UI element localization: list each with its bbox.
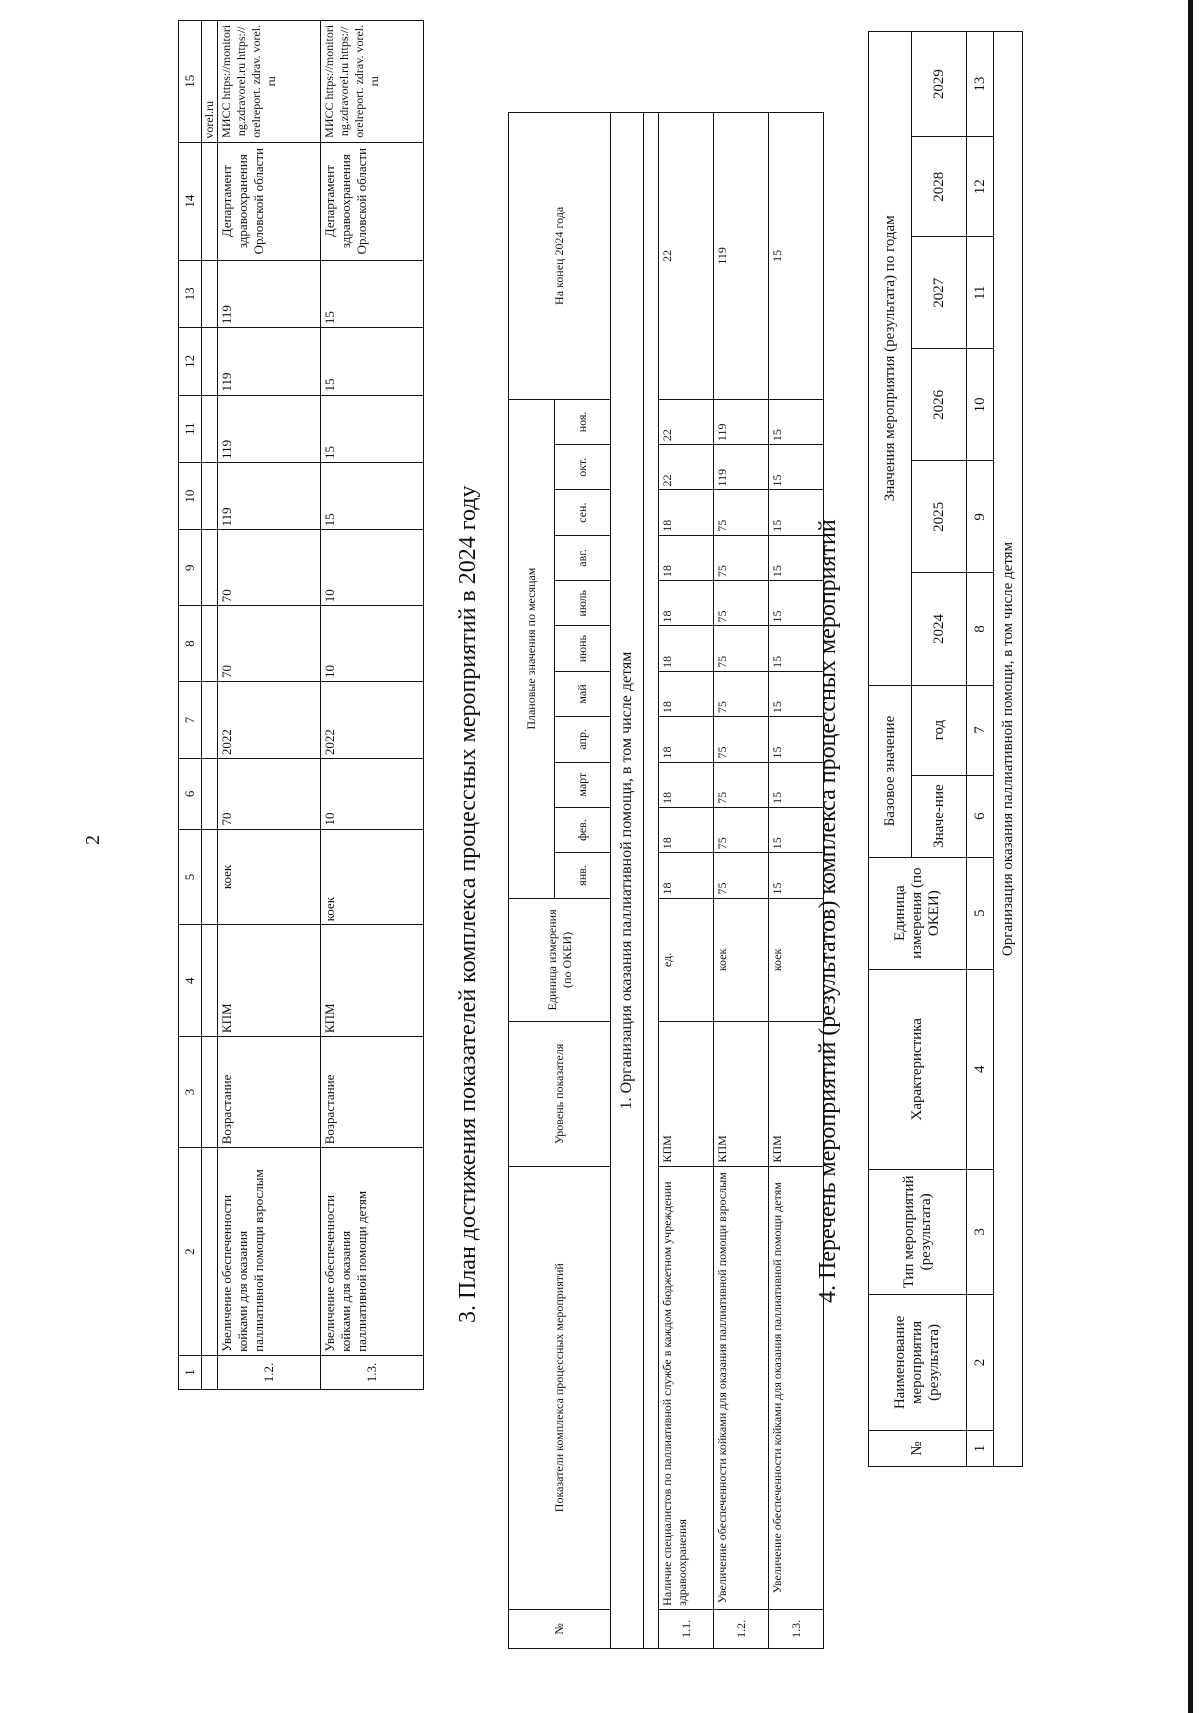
continued-system-text: vorel.ru — [202, 21, 218, 143]
value-cell: 15 — [321, 395, 424, 462]
year-header: 2028 — [912, 137, 967, 237]
month-value: 119 — [714, 445, 769, 490]
year-end-value: 15 — [769, 113, 824, 400]
base-value: 70 — [218, 759, 321, 829]
col-number: 3 — [179, 1037, 202, 1148]
col-header-number: № — [869, 1430, 967, 1466]
col-number: 4 — [179, 925, 202, 1037]
month-value: 18 — [659, 671, 714, 716]
page-number: 2 — [82, 835, 104, 845]
col-number: 6 — [179, 759, 202, 829]
col-header-number: № — [509, 1609, 611, 1648]
table-row — [714, 113, 769, 1649]
col-number: 1 — [179, 1355, 202, 1389]
col-header-unit: Единица измерения (по ОКЕИ) — [869, 857, 967, 969]
continued-row — [202, 21, 218, 1390]
col-number: 7 — [967, 685, 994, 775]
month-value: 18 — [659, 807, 714, 852]
table-row — [321, 21, 424, 1390]
year-header: 2026 — [912, 349, 967, 461]
header-row — [509, 113, 555, 1649]
col-number: 8 — [179, 606, 202, 682]
month-header: апр. — [555, 717, 611, 762]
month-value: 15 — [769, 445, 824, 490]
month-value: 75 — [714, 490, 769, 535]
indicator-unit: коек — [714, 898, 769, 1022]
section-row — [611, 113, 644, 1649]
indicator-unit: ед. — [659, 898, 714, 1022]
month-value: 15 — [769, 626, 824, 671]
col-header-base-year: год — [912, 685, 967, 775]
col-number: 10 — [967, 349, 994, 461]
info-system: МИСС https://monitoring.zdravorel.ru https:// orelreport. zdrav. vorel.ru — [218, 21, 321, 143]
month-value: 15 — [769, 717, 824, 762]
col-number: 12 — [179, 328, 202, 395]
col-header-values-by-year: Значения мероприятия (результата) по годам — [869, 32, 912, 686]
activities-table — [868, 31, 1023, 1467]
spacer-row — [644, 113, 659, 1649]
col-header-indicator: Показатели комплекса процессных мероприятий — [509, 1166, 611, 1609]
month-value: 15 — [769, 807, 824, 852]
month-value: 18 — [659, 535, 714, 580]
month-value: 18 — [659, 717, 714, 762]
month-value: 75 — [714, 671, 769, 716]
scan-edge-line — [1188, 0, 1193, 1713]
month-header: янв. — [555, 853, 611, 898]
col-number: 5 — [967, 857, 994, 969]
base-year: 2022 — [218, 682, 321, 759]
col-number: 2 — [967, 1294, 994, 1430]
month-value: 15 — [769, 671, 824, 716]
indicator-level: КПМ — [321, 925, 424, 1037]
col-header-base-value: Значе-ние — [912, 775, 967, 857]
month-value: 75 — [714, 535, 769, 580]
value-cell: 10 — [321, 530, 424, 606]
indicator-name: Увеличение обеспеченности койками для оказания паллиативной помощи взрослым — [714, 1166, 769, 1609]
col-header-type: Тип мероприятий (результата) — [869, 1169, 967, 1294]
month-value: 15 — [769, 581, 824, 626]
col-number: 11 — [967, 237, 994, 349]
col-number: 6 — [967, 775, 994, 857]
year-header: 2025 — [912, 461, 967, 573]
month-value: 15 — [769, 535, 824, 580]
indicator-trend: Возрастание — [218, 1037, 321, 1148]
section-row-label: Организация оказания паллиативной помощи, в том числе детям — [994, 32, 1023, 1467]
column-numbers-row — [179, 21, 202, 1390]
indicator-unit: коек — [218, 829, 321, 925]
section-4-title: 4. Перечень мероприятий (результатов) комплекса процессных мероприятий — [815, 519, 841, 1303]
value-cell: 15 — [321, 260, 424, 327]
month-header: март — [555, 762, 611, 807]
month-header: ноя. — [555, 399, 611, 444]
month-value: 22 — [659, 445, 714, 490]
col-number: 9 — [179, 530, 202, 606]
col-number: 1 — [967, 1430, 994, 1466]
indicator-trend: Возрастание — [321, 1037, 424, 1148]
year-end-value: 22 — [659, 113, 714, 400]
month-header: сен. — [555, 490, 611, 535]
value-cell: 15 — [321, 328, 424, 395]
col-number: 10 — [179, 462, 202, 529]
col-number: 4 — [967, 969, 994, 1169]
month-value: 75 — [714, 853, 769, 898]
indicator-name: Увеличение обеспеченности койками для оказания паллиативной помощи детям — [769, 1166, 824, 1609]
header-row — [869, 32, 912, 1467]
month-value: 18 — [659, 581, 714, 626]
year-end-value: 119 — [714, 113, 769, 400]
value-cell: 10 — [321, 606, 424, 682]
col-number: 15 — [179, 21, 202, 143]
month-header: авг. — [555, 535, 611, 580]
col-number: 14 — [179, 142, 202, 260]
month-header: июнь — [555, 626, 611, 671]
row-number: 1.3. — [769, 1609, 824, 1648]
row-number: 1.1. — [659, 1609, 714, 1648]
month-value: 75 — [714, 581, 769, 626]
month-header: июль — [555, 581, 611, 626]
col-header-level: Уровень показателя — [509, 1022, 611, 1166]
row-number: 1.2. — [218, 1355, 321, 1389]
year-header: 2024 — [912, 573, 967, 685]
col-header-characteristic: Характеристика — [869, 969, 967, 1169]
col-header-year-end: На конец 2024 года — [509, 113, 611, 400]
monthly-plan-table — [508, 112, 824, 1649]
col-header-base: Базовое значение — [869, 685, 912, 857]
table-row — [218, 21, 321, 1390]
col-number: 12 — [967, 137, 994, 237]
month-value: 119 — [714, 399, 769, 444]
row-number: 1.2. — [714, 1609, 769, 1648]
base-value: 10 — [321, 759, 424, 829]
year-header: 2027 — [912, 237, 967, 349]
section-row-label: 1. Организация оказания паллиативной помощи, в том числе детям — [611, 113, 644, 1649]
value-cell: 119 — [218, 260, 321, 327]
section-row — [994, 32, 1023, 1467]
responsible-body: Департамент здравоохранения Орловской области — [218, 142, 321, 260]
month-value: 75 — [714, 717, 769, 762]
month-value: 15 — [769, 853, 824, 898]
month-value: 22 — [659, 399, 714, 444]
indicator-level: КПМ — [659, 1022, 714, 1166]
month-value: 15 — [769, 490, 824, 535]
column-numbers-row — [967, 32, 994, 1467]
month-value: 18 — [659, 853, 714, 898]
col-number: 7 — [179, 682, 202, 759]
indicator-level: КПМ — [769, 1022, 824, 1166]
indicator-level: КПМ — [218, 925, 321, 1037]
indicator-unit: коек — [769, 898, 824, 1022]
col-number: 2 — [179, 1148, 202, 1356]
info-system: МИСС https://monitoring.zdravorel.ru https:// orelreport. zdrav. vorel.ru — [321, 21, 424, 143]
col-number: 13 — [179, 260, 202, 327]
value-cell: 70 — [218, 530, 321, 606]
month-value: 75 — [714, 807, 769, 852]
month-header: май — [555, 671, 611, 716]
col-number: 9 — [967, 461, 994, 573]
value-cell: 119 — [218, 328, 321, 395]
col-number: 3 — [967, 1169, 994, 1294]
month-value: 15 — [769, 399, 824, 444]
value-cell: 15 — [321, 462, 424, 529]
base-year: 2022 — [321, 682, 424, 759]
col-number: 8 — [967, 573, 994, 685]
month-value: 15 — [769, 762, 824, 807]
indicator-unit: коек — [321, 829, 424, 925]
indicator-name: Увеличение обеспеченности койками для оказания паллиативной помощи детям — [321, 1148, 424, 1356]
month-value: 75 — [714, 762, 769, 807]
col-header-unit: Единица измерения (по ОКЕИ) — [509, 898, 611, 1022]
col-number: 13 — [967, 32, 994, 137]
col-number: 5 — [179, 829, 202, 925]
month-header: фев. — [555, 807, 611, 852]
col-header-monthly: Плановые значения по месяцам — [509, 399, 555, 898]
year-header: 2029 — [912, 32, 967, 137]
indicators-continuation-table — [178, 20, 424, 1390]
value-cell: 119 — [218, 462, 321, 529]
section-3-title: 3. План достижения показателей комплекса процессных мероприятий в 2024 году — [455, 485, 481, 1323]
month-value: 18 — [659, 626, 714, 671]
month-header: окт. — [555, 445, 611, 490]
table-row — [659, 113, 714, 1649]
value-cell: 119 — [218, 395, 321, 462]
month-value: 75 — [714, 626, 769, 671]
col-number: 11 — [179, 395, 202, 462]
month-value: 18 — [659, 762, 714, 807]
col-header-name: Наименование мероприятия (результата) — [869, 1294, 967, 1430]
indicator-level: КПМ — [714, 1022, 769, 1166]
indicator-name: Наличие специалистов по паллиативной службе в каждом бюджетном учреждении здравоохранения — [659, 1166, 714, 1609]
indicator-name: Увеличение обеспеченности койками для оказания паллиативной помощи взрослым — [218, 1148, 321, 1356]
row-number: 1.3. — [321, 1355, 424, 1389]
month-value: 18 — [659, 490, 714, 535]
value-cell: 70 — [218, 606, 321, 682]
responsible-body: Департамент здравоохранения Орловской области — [321, 142, 424, 260]
